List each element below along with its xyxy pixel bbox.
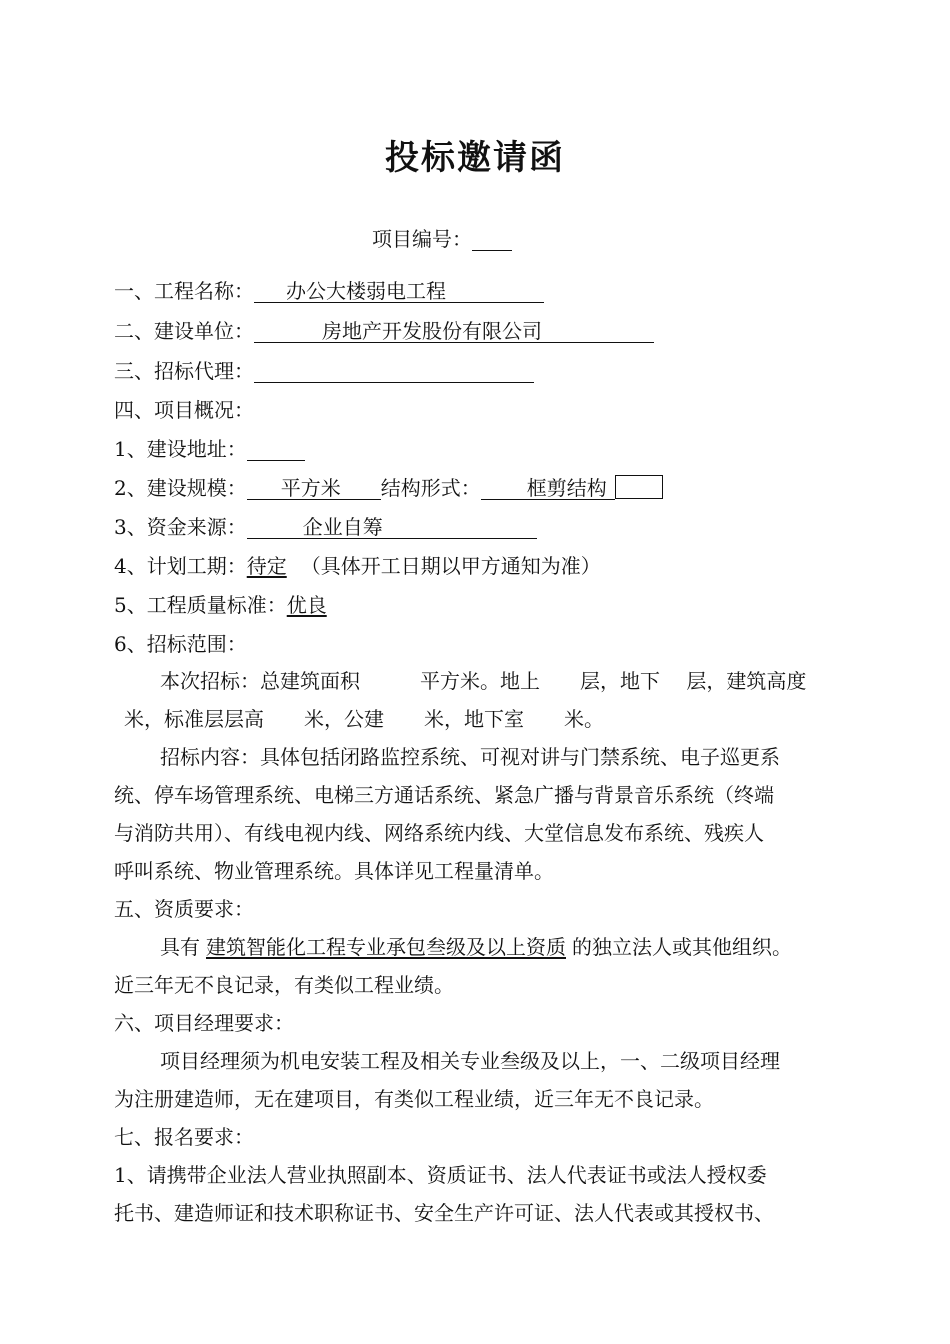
content-paragraph-line: 呼叫系统、物业管理系统。具体详见工程量清单。 bbox=[114, 859, 554, 883]
qualification-line-2: 近三年无不良记录，有类似工程业绩。 bbox=[114, 973, 454, 997]
agent-label: 三、招标代理： bbox=[114, 359, 254, 383]
builder-field bbox=[254, 318, 654, 343]
scale-line bbox=[114, 475, 663, 501]
content-paragraph-line: 统、停车场管理系统、电梯三方通话系统、紧急广播与背景音乐系统（终端 bbox=[114, 783, 774, 807]
quality-line bbox=[114, 592, 327, 618]
scope-paragraph-line: 本次招标：总建筑面积 平方米。地上 层，地下 层，建筑高度 bbox=[160, 669, 807, 693]
scale-label: 2、建设规模： bbox=[114, 476, 247, 500]
address-blank bbox=[247, 436, 305, 461]
funding-field bbox=[247, 514, 537, 539]
quality-label: 5、工程质量标准： bbox=[114, 593, 287, 617]
project-number-line bbox=[372, 226, 512, 252]
schedule-value: 待定 bbox=[246, 554, 287, 578]
content-paragraph-line: 招标内容：具体包括闭路监控系统、可视对讲与门禁系统、电子巡更系 bbox=[160, 745, 780, 769]
content-paragraph-line: 与消防共用）、有线电视内线、网络系统内线、大堂信息发布系统、残疾人 bbox=[114, 821, 764, 845]
address-line bbox=[114, 436, 305, 462]
funding-value: 企业自筹 bbox=[302, 515, 383, 539]
project-name-value: 办公大楼弱电工程 bbox=[286, 279, 446, 303]
structure-field bbox=[481, 475, 615, 500]
qualification-line bbox=[160, 934, 792, 960]
scale-unit: 平方米 bbox=[280, 476, 341, 500]
agent-line bbox=[114, 358, 534, 384]
document-title: 投标邀请函 bbox=[385, 138, 565, 178]
qualification-suffix: 的独立法人或其他组织。 bbox=[572, 935, 792, 959]
scale-field bbox=[247, 475, 381, 500]
registration-paragraph-line: 1、请携带企业法人营业执照副本、资质证书、法人代表证书或法人授权委 bbox=[114, 1163, 767, 1187]
schedule-note: （具体开工日期以甲方通知为准） bbox=[300, 554, 601, 578]
pm-paragraph-line: 项目经理须为机电安装工程及相关专业叁级及以上，一、二级项目经理 bbox=[160, 1049, 780, 1073]
qualification-prefix: 具有 bbox=[160, 935, 200, 959]
scope-paragraph-line: 米，标准层层高 米，公建 米，地下室 米。 bbox=[124, 707, 604, 731]
pm-paragraph-line: 为注册建造师，无在建项目，有类似工程业绩，近三年无不良记录。 bbox=[114, 1087, 714, 1111]
address-label: 1、建设地址： bbox=[114, 437, 247, 461]
project-name-field bbox=[254, 278, 544, 303]
qualification-value: 建筑智能化工程专业承包叁级及以上资质 bbox=[206, 935, 566, 959]
qualification-heading: 五、资质要求： bbox=[114, 897, 254, 921]
scope-heading: 6、招标范围： bbox=[114, 632, 247, 656]
quality-value: 优良 bbox=[286, 593, 327, 617]
project-name-label: 一、工程名称： bbox=[114, 279, 254, 303]
overview-heading: 四、项目概况： bbox=[114, 398, 254, 422]
builder-line bbox=[114, 318, 654, 344]
builder-value: 房地产开发股份有限公司 bbox=[322, 319, 542, 343]
registration-heading: 七、报名要求： bbox=[114, 1125, 254, 1149]
schedule-line bbox=[114, 553, 601, 579]
structure-box bbox=[615, 475, 663, 499]
funding-line bbox=[114, 514, 537, 540]
project-number-blank bbox=[472, 226, 512, 251]
pm-heading: 六、项目经理要求： bbox=[114, 1011, 294, 1035]
structure-label: 结构形式： bbox=[380, 476, 481, 500]
funding-label: 3、资金来源： bbox=[114, 515, 247, 539]
registration-paragraph-line: 托书、建造师证和技术职称证书、安全生产许可证、法人代表或其授权书、 bbox=[114, 1201, 774, 1225]
schedule-label: 4、计划工期： bbox=[114, 554, 247, 578]
structure-value: 框剪结构 bbox=[526, 476, 607, 500]
builder-label: 二、建设单位： bbox=[114, 319, 254, 343]
project-number-label: 项目编号： bbox=[372, 227, 472, 251]
project-name-line bbox=[114, 278, 544, 304]
agent-blank bbox=[254, 358, 534, 383]
